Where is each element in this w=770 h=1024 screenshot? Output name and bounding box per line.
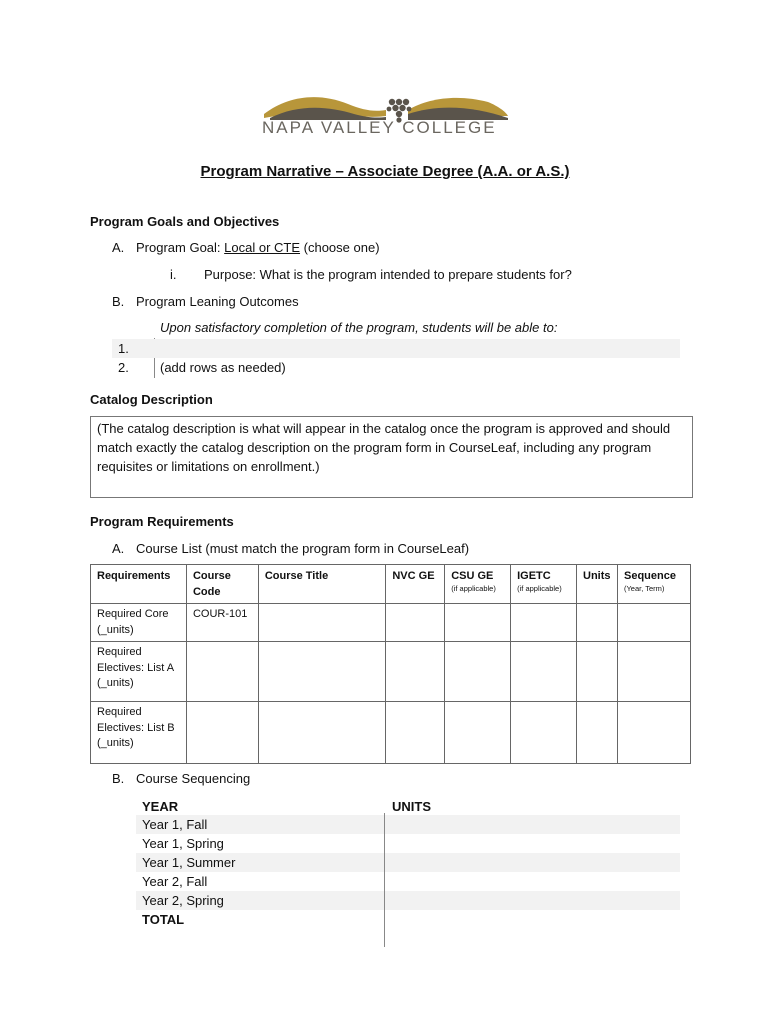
sequence-cell[interactable] xyxy=(617,642,690,702)
col-csu-ge: CSU GE (if applicable) xyxy=(445,565,511,604)
sequence-year: Year 1, Spring xyxy=(142,836,224,851)
requirement-cell: Required Core (_units) xyxy=(91,604,187,642)
outcome-1-number: 1. xyxy=(118,341,129,356)
nvc-ge-cell[interactable] xyxy=(386,702,445,764)
sequencing-label: Course Sequencing xyxy=(136,771,251,786)
csu-ge-cell[interactable] xyxy=(445,702,511,764)
col-igetc: IGETC (if applicable) xyxy=(511,565,577,604)
outcome-row-shade xyxy=(112,339,680,358)
sequence-year: Year 1, Fall xyxy=(142,817,208,832)
goal-type-choice[interactable]: Local or CTE xyxy=(224,240,301,255)
sequence-year: Year 2, Fall xyxy=(142,874,208,889)
sequence-row[interactable] xyxy=(136,853,680,872)
learning-outcomes-label: Program Leaning Outcomes xyxy=(136,294,299,309)
sequence-row[interactable] xyxy=(136,891,680,910)
sequence-year: Year 1, Summer xyxy=(142,855,236,870)
nvc-ge-cell[interactable] xyxy=(386,642,445,702)
col-nvc-ge: NVC GE xyxy=(386,565,445,604)
outcomes-intro: Upon satisfactory completion of the program, students will be able to: xyxy=(160,320,558,335)
sequence-note: (Year, Term) xyxy=(623,584,665,593)
course-list-table xyxy=(90,564,691,764)
course-list-marker: A. xyxy=(112,541,125,556)
col-units: Units xyxy=(577,565,618,604)
sequence-year: Year 2, Spring xyxy=(142,893,224,908)
goals-heading: Program Goals and Objectives xyxy=(90,214,280,229)
year-header: YEAR xyxy=(142,799,179,814)
catalog-heading: Catalog Description xyxy=(90,392,213,407)
course-code-cell[interactable] xyxy=(186,702,258,764)
course-code-cell[interactable] xyxy=(186,642,258,702)
outcome-2-field[interactable]: (add rows as needed) xyxy=(160,360,286,375)
sequence-total-label: TOTAL xyxy=(142,912,185,927)
sequence-row[interactable] xyxy=(136,815,680,834)
table-row xyxy=(91,604,691,642)
igetc-note: (if applicable) xyxy=(517,584,562,593)
goal-a-line xyxy=(136,240,380,255)
csu-ge-cell[interactable] xyxy=(445,642,511,702)
table-row xyxy=(91,642,691,702)
goal-i-marker: i. xyxy=(170,267,177,282)
catalog-description-box[interactable]: (The catalog description is what will appear in the catalog once the program is approved and should match exactly the catalog description on the program form in CourseLeaf, including any program requisites or limitations on enrollment.) xyxy=(90,416,693,498)
goal-purpose: Purpose: What is the program intended to prepare students for? xyxy=(204,267,572,282)
course-title-cell[interactable] xyxy=(258,702,386,764)
igetc-cell[interactable] xyxy=(511,702,577,764)
col-requirements: Requirements xyxy=(91,565,187,604)
requirement-cell: Required Electives: List B (_units) xyxy=(91,702,187,764)
goal-a-prefix: Program Goal: xyxy=(136,240,225,255)
course-code-cell[interactable]: COUR-101 xyxy=(186,604,258,642)
col-course-title: Course Title xyxy=(258,565,386,604)
sequence-row[interactable] xyxy=(136,872,680,891)
igetc-cell[interactable] xyxy=(511,604,577,642)
sequence-total-row xyxy=(136,910,680,929)
course-title-cell[interactable] xyxy=(258,604,386,642)
table-header-row xyxy=(91,565,691,604)
page-title: Program Narrative – Associate Degree (A.A. or A.S.) xyxy=(200,163,570,180)
goal-a-marker: A. xyxy=(112,240,125,255)
sequencing-header-row xyxy=(136,797,680,816)
sequence-row[interactable] xyxy=(136,834,680,853)
csu-ge-note: (if applicable) xyxy=(451,584,496,593)
requirement-cell: Required Electives: List A (_units) xyxy=(91,642,187,702)
goal-b-marker: B. xyxy=(112,294,125,309)
units-cell[interactable] xyxy=(577,642,618,702)
sequence-cell[interactable] xyxy=(617,604,690,642)
course-title-cell[interactable] xyxy=(258,642,386,702)
sequencing-divider xyxy=(384,813,385,947)
nvc-ge-cell[interactable] xyxy=(386,604,445,642)
goal-a-suffix: (choose one) xyxy=(300,240,380,255)
sequencing-marker: B. xyxy=(112,771,125,786)
units-cell[interactable] xyxy=(577,702,618,764)
csu-ge-cell[interactable] xyxy=(445,604,511,642)
col-sequence: Sequence (Year, Term) xyxy=(617,565,690,604)
requirements-heading: Program Requirements xyxy=(90,514,234,529)
igetc-cell[interactable] xyxy=(511,642,577,702)
units-cell[interactable] xyxy=(577,604,618,642)
col-course-code: Course Code xyxy=(186,565,258,604)
course-list-label: Course List (must match the program form in CourseLeaf) xyxy=(136,541,470,556)
outcome-2-number: 2. xyxy=(118,360,129,375)
sequence-cell[interactable] xyxy=(617,702,690,764)
college-name: NAPA VALLEY COLLEGE xyxy=(262,118,497,137)
table-row xyxy=(91,702,691,764)
units-header: UNITS xyxy=(392,799,431,814)
